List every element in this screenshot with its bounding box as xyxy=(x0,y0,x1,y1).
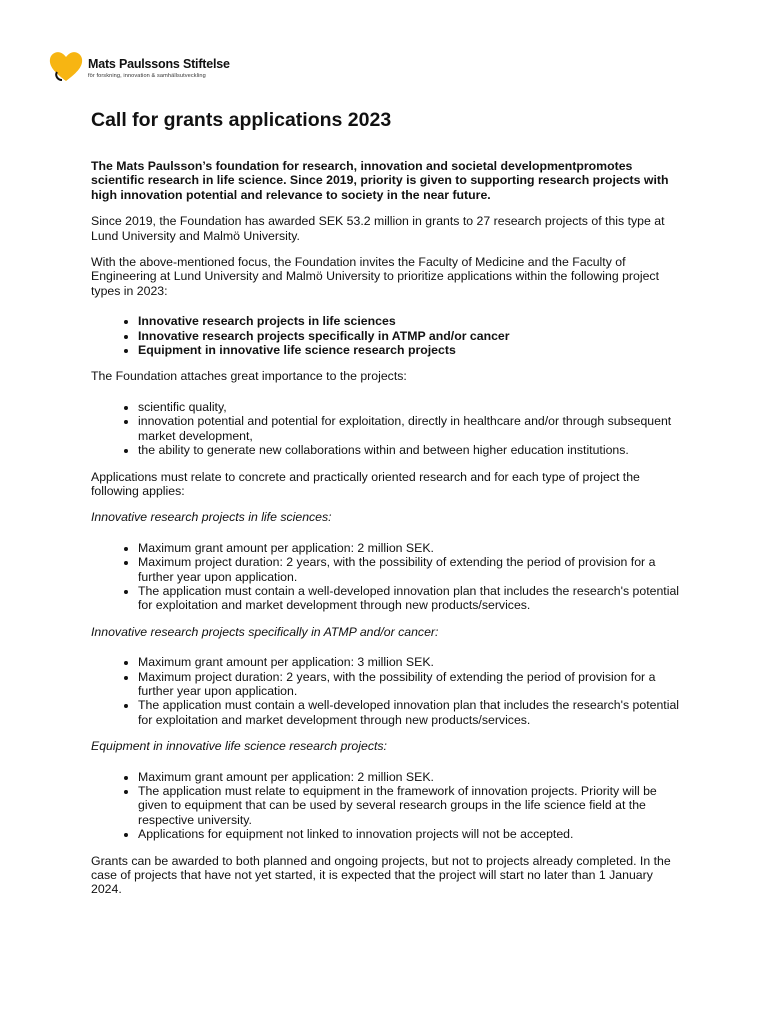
project-types-list xyxy=(91,314,681,357)
invitation-paragraph: With the above-mentioned focus, the Foundation invites the Faculty of Medicine and the Faculty of Engineering at Lund University and Malmö University to prioritize applications within the following project types in 2023: xyxy=(91,255,659,298)
logo-tagline: för forskning, innovation & samhällsutveckling xyxy=(88,73,206,79)
section-heading-equipment: Equipment in innovative life science research projects: xyxy=(91,739,387,754)
list-item: • Innovative research projects in life sciences xyxy=(138,314,681,328)
criteria-list xyxy=(91,400,681,458)
list-item: • Maximum project duration: 2 years, with the possibility of extending the period of provision for a further year upon application. xyxy=(138,670,681,699)
section-heading-atmp-cancer: Innovative research projects specifically in ATMP and/or cancer: xyxy=(91,624,439,639)
foundation-logo xyxy=(48,50,230,84)
list-item: • Maximum grant amount per application: 2 million SEK. xyxy=(138,541,681,555)
list-item: • The application must relate to equipment in the framework of innovation projects. Priority will be given to equipment that can be used by several research groups in the life science field at the respective university. xyxy=(138,784,681,827)
section-heading-life-sciences: Innovative research projects in life sciences: xyxy=(91,510,332,525)
life-sciences-list xyxy=(91,541,681,613)
intro-paragraph: The Mats Paulsson’s foundation for research, innovation and societal developmentpromotes scientific research in life science. Since 2019, priority is given to supporting research projects with high innovation potential and relevance to society in the near future. xyxy=(91,159,669,202)
list-item: • The application must contain a well-developed innovation plan that includes the research's potential for exploitation and market development through new products/services. xyxy=(138,698,681,727)
importance-paragraph: The Foundation attaches great importance to the projects: xyxy=(91,369,407,384)
applications-paragraph: Applications must relate to concrete and practically oriented research and for each type of project the following applies: xyxy=(91,469,640,498)
document-body xyxy=(91,108,681,909)
list-item: • Maximum grant amount per application: 3 million SEK. xyxy=(138,655,681,669)
awards-paragraph: Since 2019, the Foundation has awarded SEK 53.2 million in grants to 27 research projects of this type at Lund University and Malmö University. xyxy=(91,214,665,243)
list-item: • Applications for equipment not linked to innovation projects will not be accepted. xyxy=(138,827,681,841)
equipment-list xyxy=(91,770,681,842)
list-item: • Equipment in innovative life science research projects xyxy=(138,343,681,357)
list-item: • the ability to generate new collaborations within and between higher education institutions. xyxy=(138,443,681,457)
list-item: • The application must contain a well-developed innovation plan that includes the research's potential for exploitation and market development through new products/services. xyxy=(138,584,681,613)
atmp-cancer-list xyxy=(91,655,681,727)
logo-name: Mats Paulssons Stiftelse xyxy=(88,57,230,71)
heart-logo-icon xyxy=(48,50,84,84)
page-title: Call for grants applications 2023 xyxy=(91,109,392,131)
list-item: • Maximum project duration: 2 years, with the possibility of extending the period of provision for a further year upon application. xyxy=(138,555,681,584)
list-item: • Maximum grant amount per application: 2 million SEK. xyxy=(138,770,681,784)
list-item: • innovation potential and potential for exploitation, directly in healthcare and/or through subsequent market development, xyxy=(138,414,681,443)
list-item: • scientific quality, xyxy=(138,400,681,414)
list-item: • Innovative research projects specifically in ATMP and/or cancer xyxy=(138,329,681,343)
closing-paragraph: Grants can be awarded to both planned and ongoing projects, but not to projects already completed. In the case of projects that have not yet started, it is expected that the project will start no later than 1 January 2024. xyxy=(91,853,671,897)
